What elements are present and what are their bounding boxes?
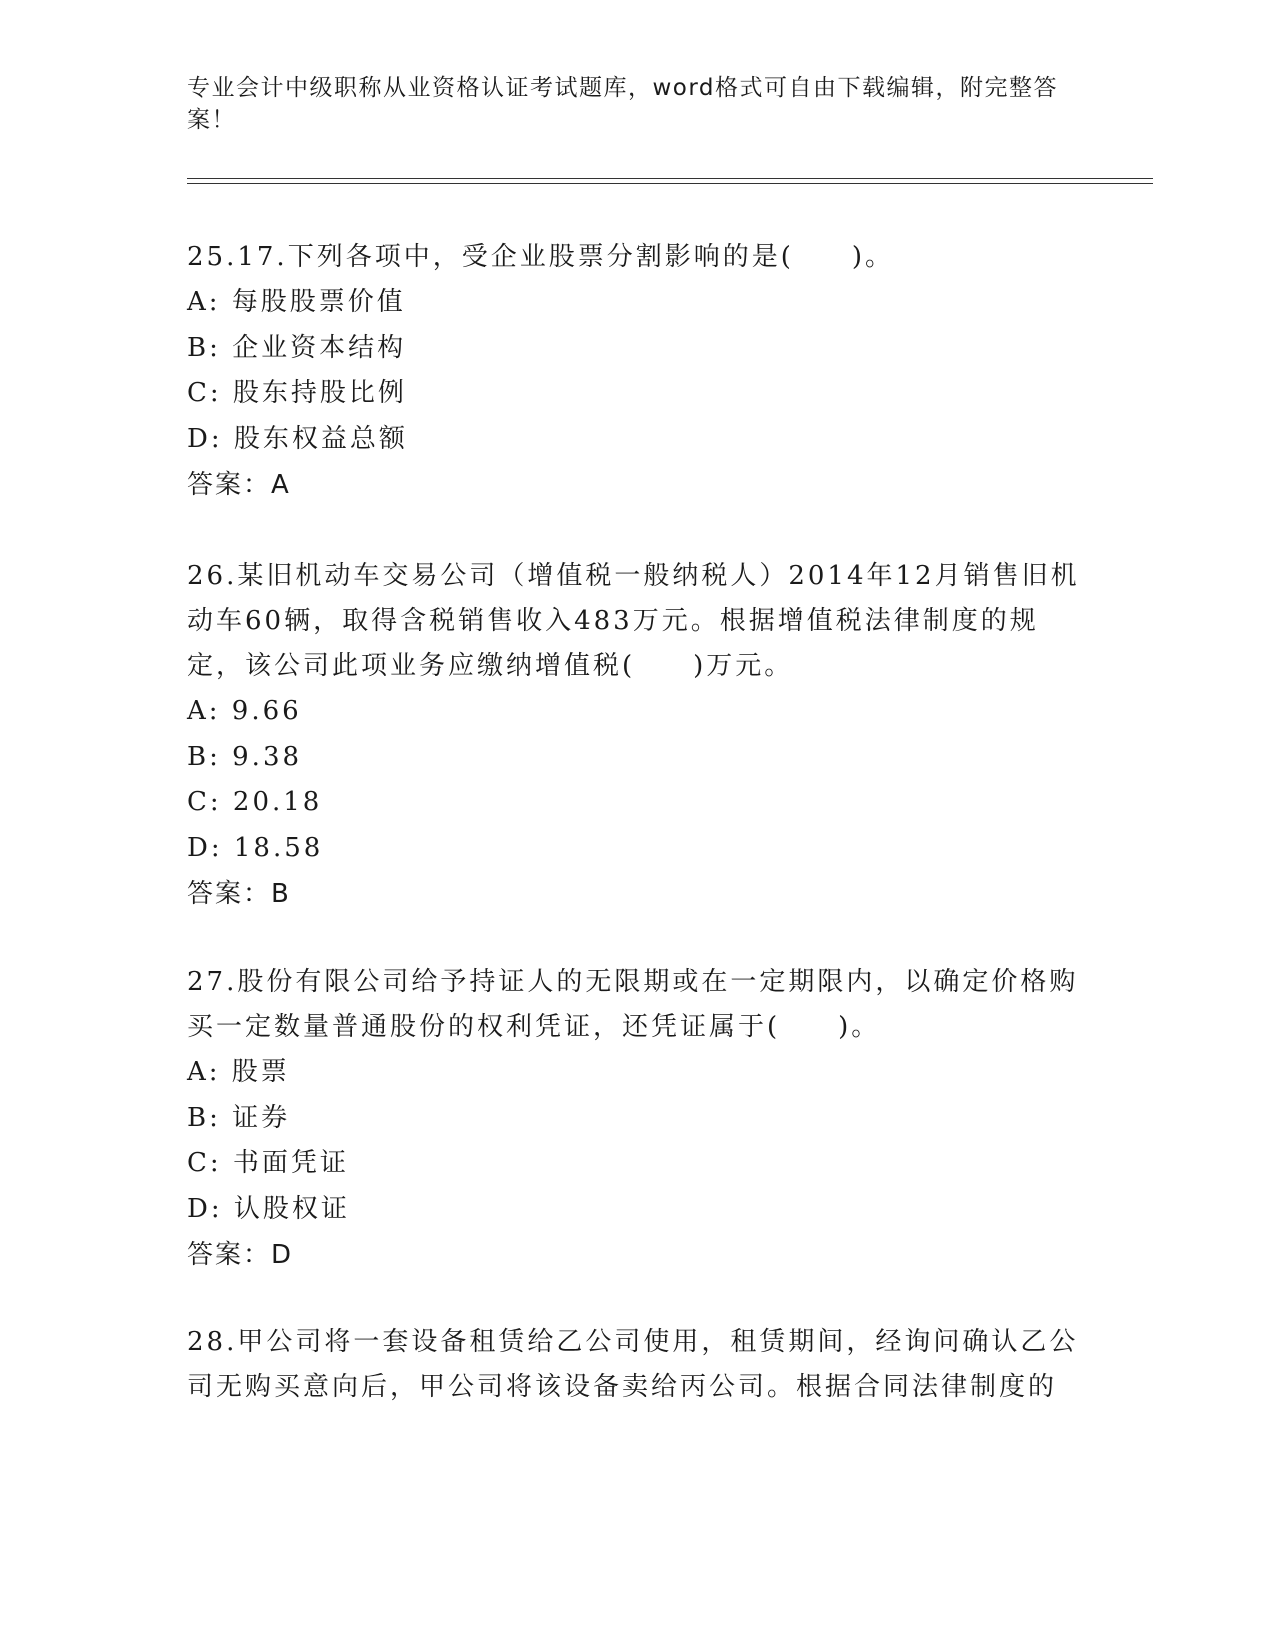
option-b: B: 9.38 (187, 741, 303, 772)
option-a: A: 每股股票价值 (187, 287, 406, 317)
answer: 答案：D (187, 1240, 294, 1270)
option-a: A: 股票 (187, 1057, 290, 1087)
option-c: C: 股东持股比例 (187, 378, 407, 408)
option-c: C: 书面凭证 (187, 1148, 349, 1178)
question-stem: 25.17.下列各项中，受企业股票分割影响的是( )。 (187, 242, 894, 272)
answer: 答案：B (187, 879, 291, 909)
answer: 答案：A (187, 470, 291, 500)
question-stem: 28.甲公司将一套设备租赁给乙公司使用，租赁期间，经询问确认乙公司无购买意向后，甲公司将该设备卖给丙公司。根据合同法律制度的 (187, 1327, 1079, 1402)
document-header: 专业会计中级职称从业资格认证考试题库，word格式可自由下载编辑，附完整答案！ (187, 75, 1059, 133)
option-c: C: 20.18 (187, 787, 323, 817)
question-25 (187, 235, 1087, 508)
option-d: D: 认股权证 (187, 1193, 350, 1224)
question-27 (187, 960, 1087, 1278)
option-d: D: 18.58 (187, 832, 324, 863)
option-b: B: 证券 (187, 1102, 291, 1133)
header-rule-bottom (187, 183, 1153, 184)
question-26 (187, 554, 1087, 917)
option-d: D: 股东权益总额 (187, 423, 408, 454)
question-stem: 26.某旧机动车交易公司（增值税一般纳税人）2014年12月销售旧机动车60辆，取得含税销售收入483万元。根据增值税法律制度的规定，该公司此项业务应缴纳增值税( )万元。 (187, 561, 1080, 681)
option-a: A: 9.66 (187, 696, 302, 726)
option-b: B: 企业资本结构 (187, 332, 407, 363)
header-rule-top (187, 178, 1153, 179)
question-stem: 27.股份有限公司给予持证人的无限期或在一定期限内，以确定价格购买一定数量普通股份的权利凭证，还凭证属于( )。 (187, 967, 1079, 1042)
question-28 (187, 1320, 1087, 1410)
